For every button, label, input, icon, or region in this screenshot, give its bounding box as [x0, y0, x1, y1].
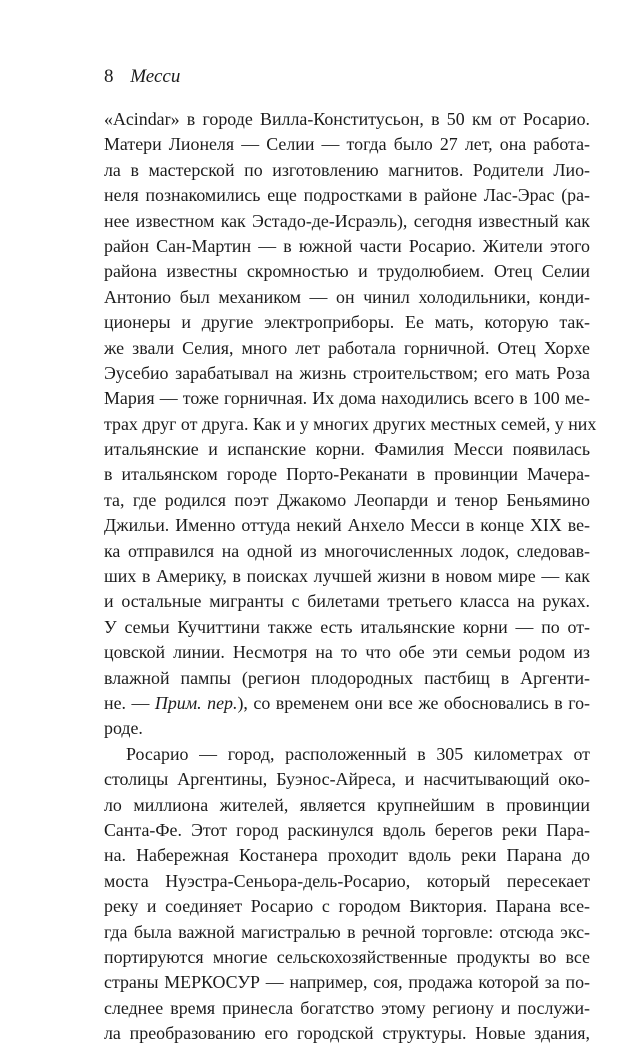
text-line: цовской линии. Несмотря на то что обе эти семьи родом из	[104, 642, 590, 663]
text-line: Джильи. Именно оттуда некий Анхело Месси в конце XIX ве-	[104, 515, 590, 536]
translator-note: Прим. пер.	[154, 692, 238, 713]
text-line: район Сан-Мартин — в южной части Росарио. Жители этого	[104, 235, 590, 256]
body-text	[104, 107, 597, 1046]
text-line: итальянские и испанские корни. Фамилия Месси появилась	[104, 439, 590, 460]
text-line: У семьи Кучиттини также есть итальянские корни — по от-	[104, 616, 590, 637]
text-line: в итальянском городе Порто-Реканати в провинции Мачера-	[104, 464, 590, 485]
text-line: и остальные мигранты с билетами третьего класса на руках.	[104, 591, 590, 612]
text-line: роде.	[104, 718, 143, 739]
text-line: на. Набережная Костанера проходит вдоль реки Парана до	[104, 845, 590, 866]
text-line: нее известном как Эстадо-де-Исраэль), сегодня известный как	[104, 210, 590, 231]
text-line: трах друг от друга. Как и у многих других местных семей, у них	[104, 413, 597, 434]
text-line: Антонио был механиком — он чинил холодильники, конди-	[104, 286, 590, 307]
text-line: гда была важной магистралью в речной торговле: отсюда экс-	[104, 921, 590, 942]
text-line: Санта-Фе. Этот город раскинулся вдоль берегов реки Пара-	[104, 819, 590, 840]
line-text-after: ), со временем они все же обосновались в го-	[237, 692, 591, 713]
text-line: же звали Селия, много лет работала горничной. Отец Хорхе	[104, 337, 590, 358]
text-line: ла преобразованию его городской структуры. Новые здания,	[104, 1023, 590, 1044]
text-line: ла в мастерской по изготовлению магнитов. Родители Лио-	[104, 159, 590, 180]
text-line: неля познакомились еще подростками в районе Лас-Эрас (ра-	[104, 185, 590, 206]
text-line-with-note	[104, 691, 590, 716]
text-line: Эусебио зарабатывал на жизнь строительством; его мать Роза	[104, 362, 590, 383]
text-line: ших в Америку, в поисках лучшей жизни в новом мире — как	[104, 566, 590, 587]
text-line: Мария — тоже горничная. Их дома находились всего в 100 ме-	[104, 388, 590, 409]
text-line: столицы Аргентины, Буэнос-Айреса, и насчитывающий око-	[104, 769, 590, 790]
running-head	[104, 66, 180, 88]
text-line: ционеры и другие электроприборы. Ее мать, которую так-	[104, 312, 590, 333]
line-text-before: не. —	[104, 692, 155, 713]
paragraph-first-line: Росарио — город, расположенный в 305 километрах от	[126, 743, 590, 764]
text-line: портируются многие сельскохозяйственные продукты во все	[104, 946, 590, 967]
text-line: Матери Лионеля — Селии — тогда было 27 лет, она работа-	[104, 134, 590, 155]
text-line: ка отправился на одной из многочисленных лодок, следовав-	[104, 540, 590, 561]
text-line: «Acindar» в городе Вилла-Конститусьон, в 50 км от Росарио.	[104, 109, 590, 129]
running-title: Месси	[130, 66, 181, 87]
text-line: та, где родился поэт Джакомо Леопарди и тенор Беньямино	[104, 489, 590, 510]
text-line: влажной пампы (регион плодородных пастбищ в Аргенти-	[104, 667, 590, 688]
text-line: следнее время принесла богатство этому региону и послужи-	[104, 997, 590, 1018]
page-number: 8	[104, 66, 114, 87]
text-line: моста Нуэстра-Сеньора-дель-Росарио, который пересекает	[104, 870, 590, 891]
text-line: реку и соединяет Росарио с городом Виктория. Парана все-	[104, 896, 590, 917]
text-line: страны МЕРКОСУР — например, соя, продажа которой за по-	[104, 972, 590, 993]
text-line: ло миллиона жителей, является крупнейшим в провинции	[104, 794, 590, 815]
text-line: района известны скромностью и трудолюбием. Отец Селии	[104, 261, 590, 282]
